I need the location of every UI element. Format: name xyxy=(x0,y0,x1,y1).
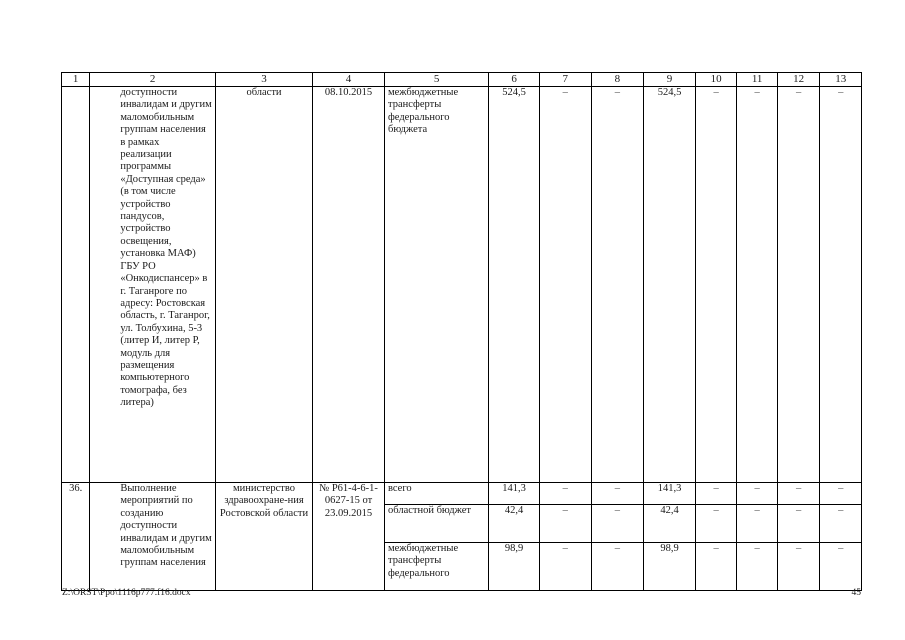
value-col9: 98,9 xyxy=(644,543,696,591)
value-col10: – xyxy=(695,483,737,505)
value-col12: – xyxy=(777,87,820,483)
table-row xyxy=(62,87,862,483)
header-cell: 12 xyxy=(777,73,820,87)
value-col8: – xyxy=(591,483,644,505)
funding-source: всего xyxy=(385,483,489,505)
header-cell: 8 xyxy=(591,73,644,87)
funding-source: межбюджетные трансферты федерального xyxy=(385,543,489,591)
agreement-ref: 08.10.2015 xyxy=(313,87,385,483)
header-cell: 4 xyxy=(313,73,385,87)
header-cell: 5 xyxy=(385,73,489,87)
header-cell: 13 xyxy=(820,73,862,87)
header-cell: 6 xyxy=(489,73,540,87)
funding-source: межбюджетные трансферты федерального бюджета xyxy=(385,87,489,483)
measure-description: доступности инвалидам и другим маломобильным группам населения в рамках реализации программы «Доступная среда» (в том числе устройство пандусов, устройство освещения, установка МАФ) ГБУ РО «Онкодиспансер» в г. Таганроге по адресу: Ростовская область, г. Таганрог, ул. Толбухина, 5-3 (литер И, литер Р, модуль для размещения компьютерного томографа, без литера) xyxy=(90,87,216,483)
funding-source: областной бюджет xyxy=(385,505,489,543)
header-cell: 10 xyxy=(695,73,737,87)
value-col6: 42,4 xyxy=(489,505,540,543)
responsible-body: области xyxy=(215,87,312,483)
responsible-body: министерство здравоохране-ния Ростовской области xyxy=(215,483,312,591)
value-col11: – xyxy=(737,505,778,543)
value-col10: – xyxy=(695,543,737,591)
value-col11: – xyxy=(737,483,778,505)
value-col12: – xyxy=(777,543,820,591)
value-col8: – xyxy=(591,87,644,483)
value-col7: – xyxy=(539,87,591,483)
value-col11: – xyxy=(737,87,778,483)
header-cell: 9 xyxy=(644,73,696,87)
value-col8: – xyxy=(591,505,644,543)
value-col9: 524,5 xyxy=(644,87,696,483)
header-cell: 2 xyxy=(90,73,216,87)
footer-file-path: Z:\ORST\Ppo\1116p777.f16.docx xyxy=(62,588,191,598)
table-row xyxy=(62,483,862,505)
value-col7: – xyxy=(539,543,591,591)
header-cell: 3 xyxy=(215,73,312,87)
value-col7: – xyxy=(539,483,591,505)
value-col10: – xyxy=(695,505,737,543)
value-col9: 141,3 xyxy=(644,483,696,505)
value-col12: – xyxy=(777,505,820,543)
row-number xyxy=(62,87,90,483)
value-col13: – xyxy=(820,543,862,591)
value-col9: 42,4 xyxy=(644,505,696,543)
data-table xyxy=(61,72,862,591)
value-col13: – xyxy=(820,483,862,505)
header-cell: 7 xyxy=(539,73,591,87)
header-cell: 1 xyxy=(62,73,90,87)
value-col10: – xyxy=(695,87,737,483)
value-col13: – xyxy=(820,505,862,543)
value-col6: 524,5 xyxy=(489,87,540,483)
value-col8: – xyxy=(591,543,644,591)
value-col6: 141,3 xyxy=(489,483,540,505)
table-header-row xyxy=(62,73,862,87)
page-number: 45 xyxy=(851,588,861,598)
value-col7: – xyxy=(539,505,591,543)
measure-description: Выполнение мероприятий по созданию доступности инвалидам и другим маломобильным группам населения xyxy=(90,483,216,591)
agreement-ref: № Р61-4-6-1-0627-15 от 23.09.2015 xyxy=(313,483,385,591)
value-col11: – xyxy=(737,543,778,591)
value-col12: – xyxy=(777,483,820,505)
header-cell: 11 xyxy=(737,73,778,87)
value-col13: – xyxy=(820,87,862,483)
value-col6: 98,9 xyxy=(489,543,540,591)
row-number: 36. xyxy=(62,483,90,591)
